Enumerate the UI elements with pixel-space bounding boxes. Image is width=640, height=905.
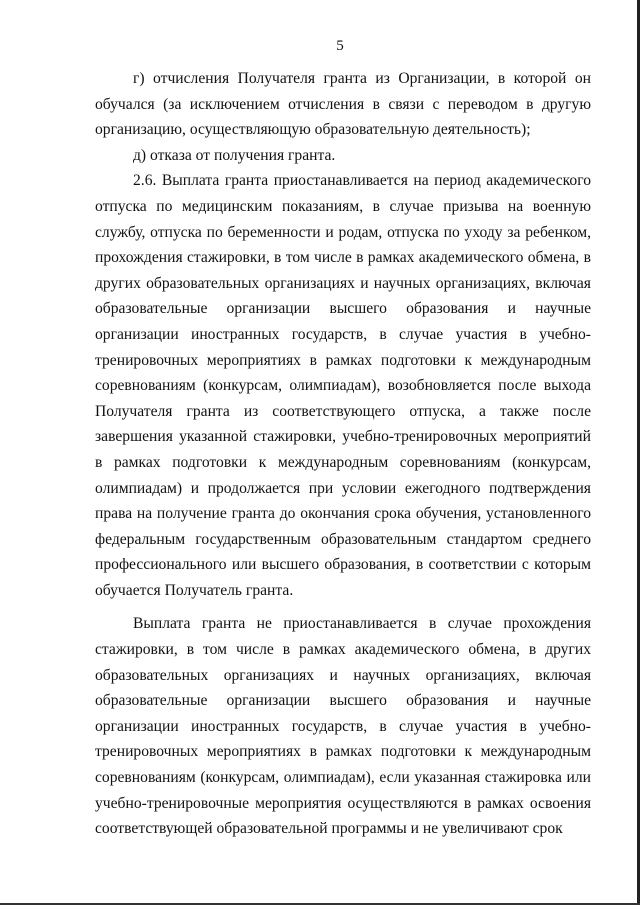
paragraph-clause-g: г) отчисления Получателя гранта из Организации, в которой он обучался (за исключением отчисления в связи с переводом в другую организацию, осуществляющую образовательную деятельность); — [95, 70, 591, 139]
document-body — [95, 66, 591, 842]
page-number: 5 — [336, 38, 344, 54]
paragraph-payment-not-suspended: Выплата гранта не приостанавливается в случае прохождения стажировки, в том числе в рамках академического обмена, в других образовательных организациях и научных организациях, включая образовательные организации высшего образования и научные организации иностранных государств, в случае участия в учебно-тренировочных мероприятиях в рамках подготовки к международным соревнованиям (конкурсам, олимпиадам), если указанная стажировка или учебно-тренировочные мероприятия осуществляются в рамках освоения соответствующей образовательной программы и не увеличивают срок — [95, 615, 591, 838]
paragraph-section-2-6: 2.6. Выплата гранта приостанавливается на период академического отпуска по медицинским показаниям, в случае призыва на военную службу, отпуска по беременности и родам, отпуска по уходу за ребенком, прохождения стажировки, в том числе в рамках академического обмена, в других образовательных организациях и научных организациях, включая образовательные организации высшего образования и научные организации иностранных государств, в случае участия в учебно-тренировочных мероприятиях в рамках подготовки к международным соревнованиям (конкурсам, олимпиадам), возобновляется после выхода Получателя гранта из соответствующего отпуска, а также после завершения указанной стажировки, учебно-тренировочных мероприятий в рамках подготовки к международным соревнованиям (конкурсам, олимпиадам) и продолжается при условии ежегодного подтверждения права на получение гранта до окончания срока обучения, установленного федеральным государственным образовательным стандартом среднего профессионального или высшего образования, в соответствии с которым обучается Получатель гранта. — [95, 172, 591, 599]
paragraph-clause-d: д) отказа от получения гранта. — [133, 146, 336, 164]
